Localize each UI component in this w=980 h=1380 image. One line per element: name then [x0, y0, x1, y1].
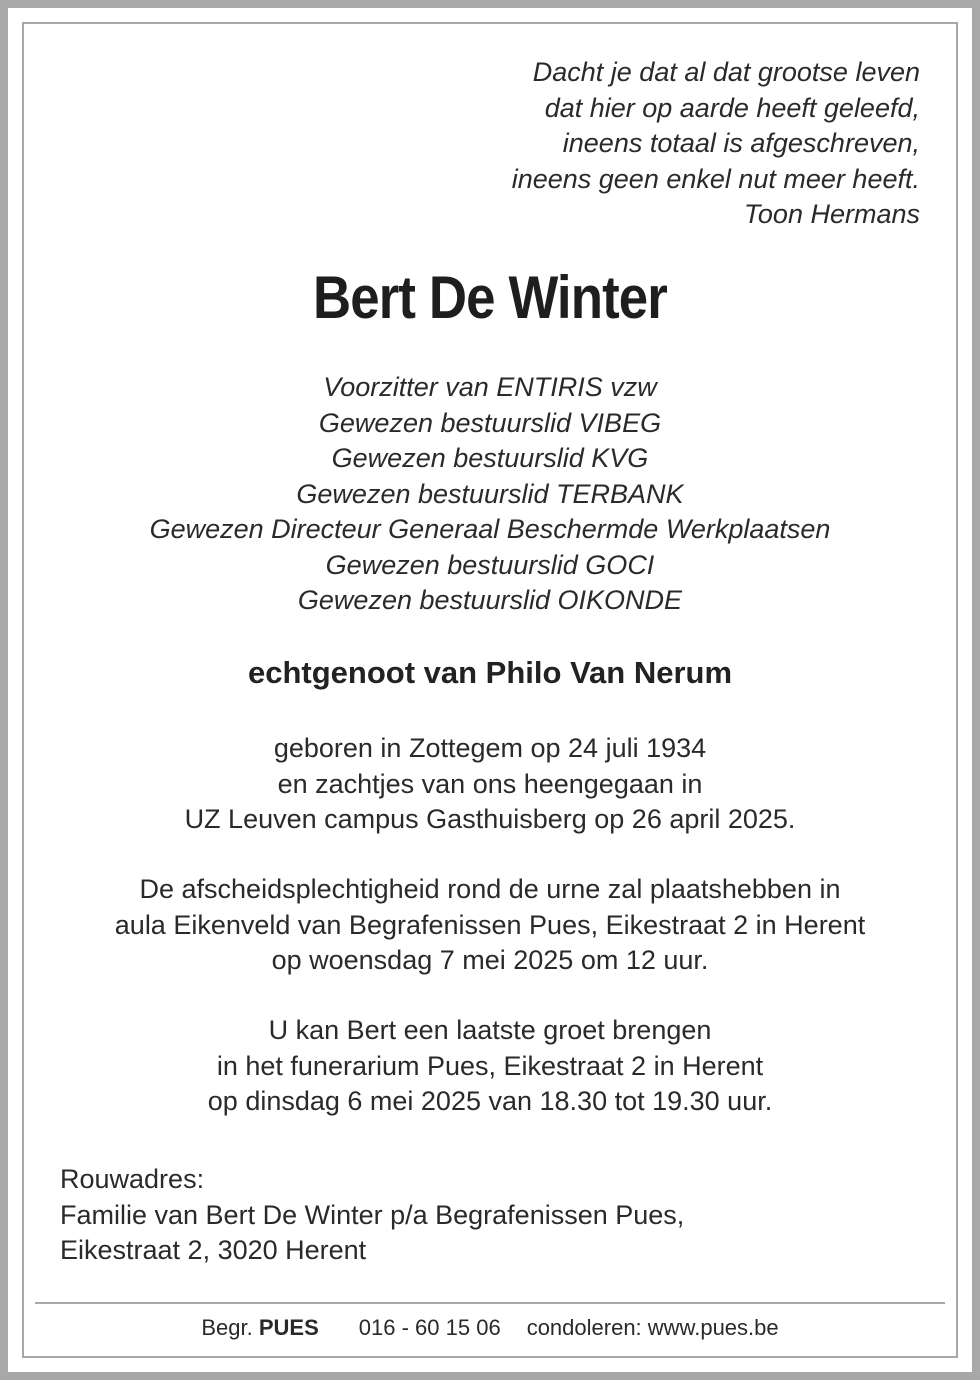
role-line: Gewezen bestuurslid OIKONDE: [297, 585, 683, 615]
visitation-line: op dinsdag 6 mei 2025 van 18.30 tot 19.30 uur.: [207, 1086, 773, 1116]
role-line: Gewezen bestuurslid TERBANK: [296, 478, 684, 509]
role-line: Gewezen bestuurslid VIBEG: [318, 407, 662, 438]
spouse-line: echtgenoot van Philo Van Nerum: [247, 655, 733, 690]
birth-death-line: geboren in Zottegem op 24 juli 1934: [273, 733, 707, 763]
ceremony-line: aula Eikenveld van Begrafenissen Pues, Eikestraat 2 in Herent: [114, 909, 866, 940]
address-label: Rouwadres:: [60, 1164, 205, 1194]
visitation-line: in het funerarium Pues, Eikestraat 2 in Herent: [216, 1050, 764, 1081]
poem-line: dat hier op aarde heeft geleefd,: [544, 92, 920, 123]
ceremony-line: De afscheidsplechtigheid rond de urne zal plaatshebben in: [139, 874, 841, 904]
footer-phone: 016 - 60 15 06: [358, 1315, 501, 1340]
footer-prefix: Begr.: [201, 1315, 253, 1340]
visitation-line: U kan Bert een laatste groet brengen: [268, 1015, 712, 1045]
mourning-address: [60, 1162, 684, 1269]
footer-brand: PUES: [258, 1315, 319, 1340]
birth-death-block: [0, 731, 980, 838]
poem-line: ineens totaal is afgeschreven,: [562, 128, 920, 158]
role-line: Gewezen bestuurslid KVG: [331, 443, 649, 473]
role-line: Gewezen Directeur Generaal Beschermde Werkplaatsen: [149, 514, 831, 544]
birth-death-line: en zachtjes van ons heengegaan in: [277, 768, 703, 799]
footer-condolence-link[interactable]: condoleren: www.pues.be: [526, 1315, 779, 1340]
visitation-block: [0, 1013, 980, 1120]
address-line: Eikestraat 2, 3020 Herent: [60, 1235, 367, 1265]
role-line: Voorzitter van ENTIRIS vzw: [323, 372, 657, 402]
footer-divider: [35, 1302, 945, 1304]
ceremony-block: [0, 872, 980, 979]
ceremony-line: op woensdag 7 mei 2025 om 12 uur.: [271, 945, 709, 975]
poem-line: ineens geen enkel nut meer heeft.: [511, 163, 920, 194]
poem-author: Toon Hermans: [743, 199, 920, 229]
role-line: Gewezen bestuurslid GOCI: [325, 549, 655, 580]
deceased-name: Bert De Winter: [313, 264, 667, 331]
address-line: Familie van Bert De Winter p/a Begrafenissen Pues,: [60, 1199, 685, 1230]
poem-quote: [512, 55, 920, 233]
footer: [0, 1313, 980, 1343]
roles-list: [0, 370, 980, 619]
birth-death-line: UZ Leuven campus Gasthuisberg op 26 april 2025.: [184, 804, 796, 834]
poem-line: Dacht je dat al dat grootse leven: [532, 57, 920, 87]
